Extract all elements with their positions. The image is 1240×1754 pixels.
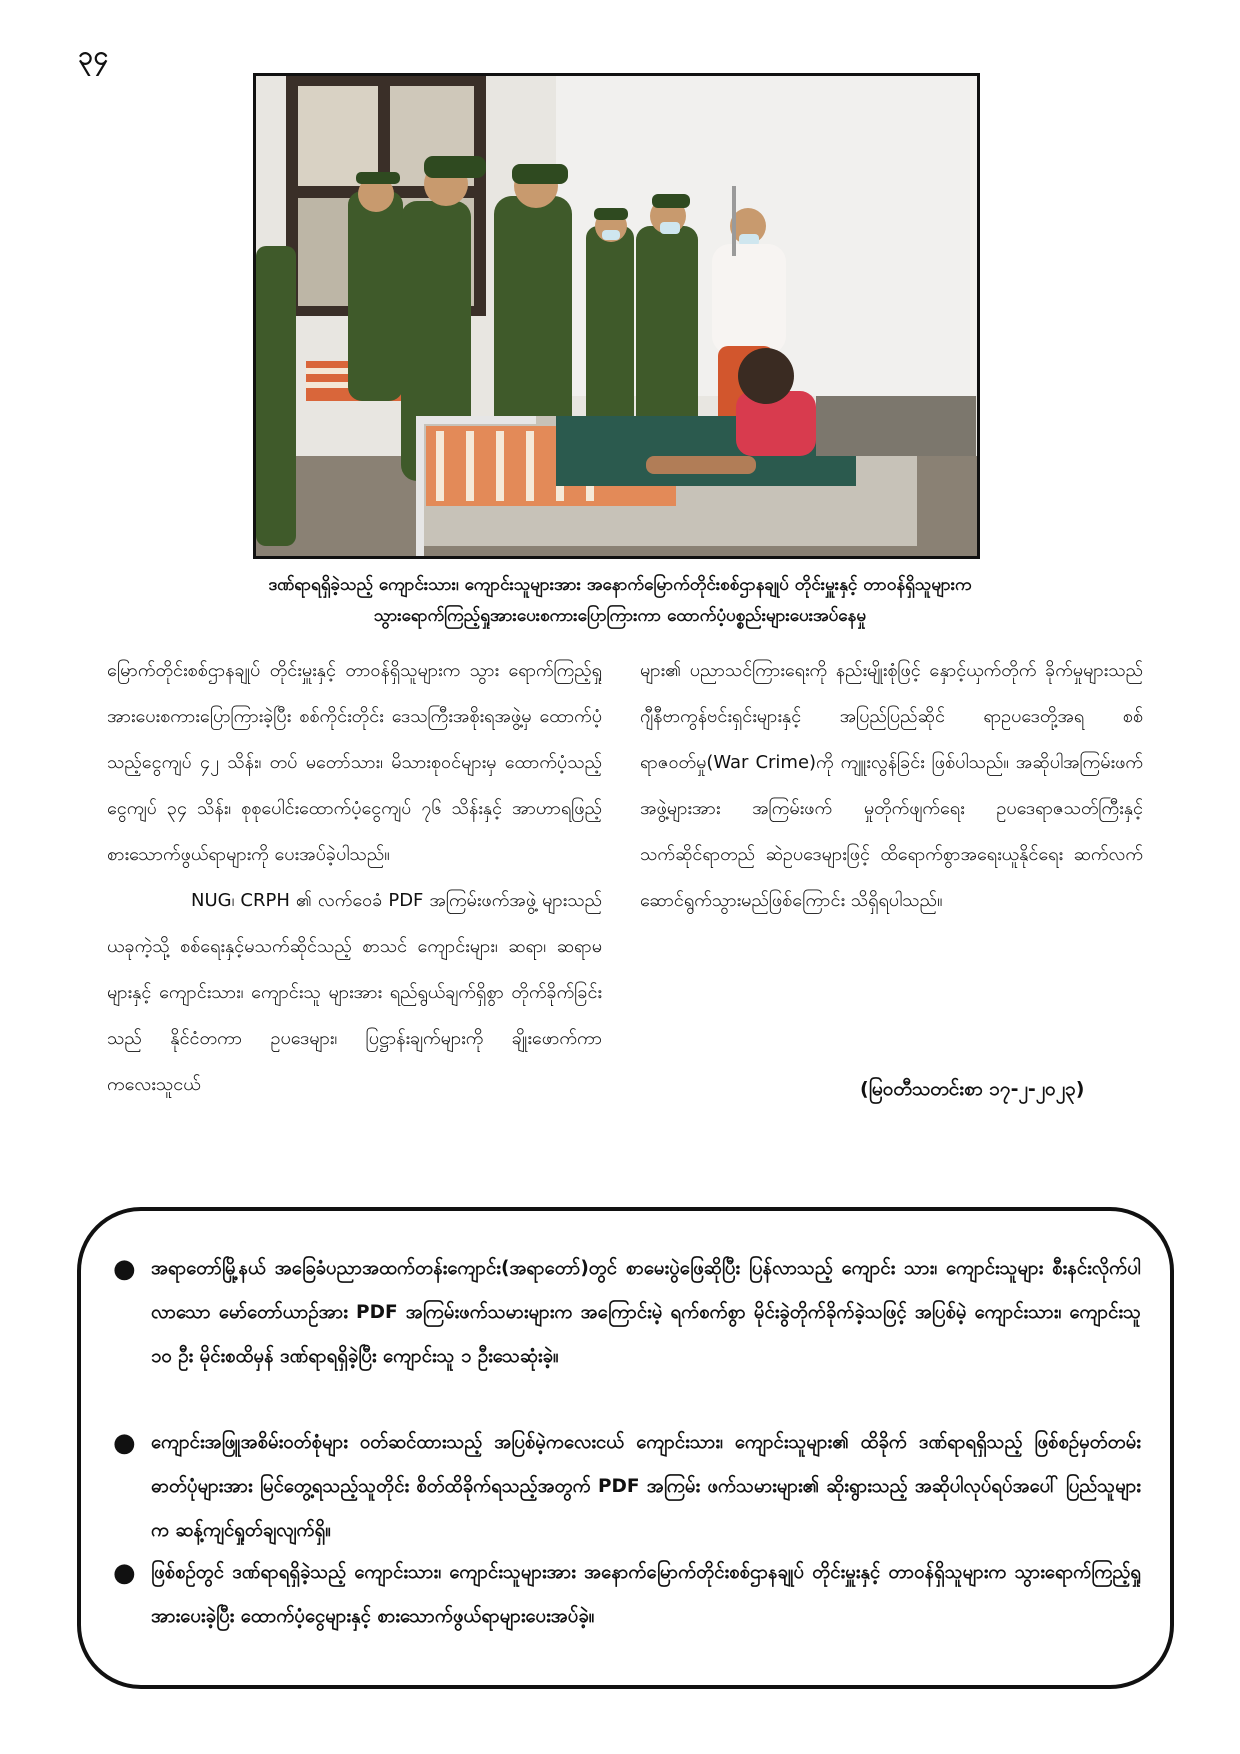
article-paragraph-2: NUG၊ CRPH ၏ လက်ဝေခံ PDF အကြမ်းဖက်အဖွဲ့ များသည် ယခုကဲ့သို့ စစ်ရေးနှင့်မသက်ဆိုင်သည့် စာသင် ကျောင်းများ၊ ဆရာ၊ ဆရာမများနှင့် ကျောင်းသား၊ ကျောင်းသူ များအား ရည်ရွယ်ချက်ရှိစွာ တိုက်ခိုက်ခြင်းသည် နိုင်ငံတကာ ဥပဒေများ၊ ပြဋ္ဌာန်းချက်များကို ချိုးဖောက်ကာ ကလေးသူငယ် (107, 890, 602, 1095)
article-left-column (107, 648, 602, 1108)
summary-item (113, 1551, 1141, 1639)
photo-caption (110, 570, 1130, 632)
summary-item (113, 1421, 1141, 1553)
summary-box (77, 1207, 1174, 1689)
page-number: ၃၄ (78, 41, 110, 71)
bullet-dot-icon: ● (113, 1254, 136, 1284)
summary-item-text: ကျောင်းအဖြူအစိမ်းဝတ်စုံများ ဝတ်ဆင်ထားသည့် အပြစ်မဲ့ကလေးငယ် ကျောင်းသား၊ ကျောင်းသူများ၏ ထိခိုက် ဒဏ်ရာရရှိသည့် ဖြစ်စဉ်မှတ်တမ်းဓာတ်ပုံများအား မြင်တွေ့ရသည့်သူတိုင်း စိတ်ထိခိုက်ရသည့်အတွက် PDF အကြမ်း ဖက်သမားများ၏ ဆိုးရွားသည့် အဆိုပါလုပ်ရပ်အပေါ် ပြည်သူများက ဆန့်ကျင်ရှုတ်ချလျက်ရှိ။ (151, 1432, 1141, 1541)
article-paragraph-1: မြောက်တိုင်းစစ်ဌာနချုပ် တိုင်းမှူးနှင့် တာဝန်ရှိသူများက သွား ရောက်ကြည့်ရှုအားပေးစကားပြောကြားခဲ့ပြီး စစ်ကိုင်းတိုင်း ဒေသကြီးအစိုးရအဖွဲ့မှ ထောက်ပံ့သည့်ငွေကျပ် ၄၂ သိန်း၊ တပ် မတော်သား၊ မိသားစုဝင်များမှ ထောက်ပံ့သည့် ငွေကျပ် ၃၄ သိန်း၊ စုစုပေါင်းထောက်ပံ့ငွေကျပ် ၇၆ သိန်းနှင့် အာဟာရဖြည့် စားသောက်ဖွယ်ရာများကို ပေးအပ်ခဲ့ပါသည်။ (107, 660, 602, 865)
summary-item-text: အရာတော်မြို့နယ် အခြေခံပညာအထက်တန်းကျောင်း(အရာတော်)တွင် စာမေးပွဲဖြေဆိုပြီး ပြန်လာသည့် ကျောင်း သား၊ ကျောင်းသူများ စီးနင်းလိုက်ပါလာသော မော်တော်ယာဉ်အား PDF အကြမ်းဖက်သမားများက အကြောင်းမဲ့ ရက်စက်စွာ မိုင်းခွဲတိုက်ခိုက်ခဲ့သဖြင့် အပြစ်မဲ့ ကျောင်းသား၊ ကျောင်းသူ ၁၀ ဦး မိုင်းစထိမှန် ဒဏ်ရာရရှိခဲ့ပြီး ကျောင်းသူ ၁ ဦးသေဆုံးခဲ့။ (151, 1258, 1141, 1367)
caption-line-2: သွားရောက်ကြည့်ရှုအားပေးစကားပြောကြားကာ ထောက်ပံ့ပစ္စည်းများပေးအပ်နေမှု (373, 606, 867, 626)
source-citation: (မြဝတီသတင်းစာ ၁၇-၂-၂၀၂၃) (860, 1078, 1085, 1100)
photo-icon (256, 76, 977, 556)
article-right-column (640, 648, 1143, 924)
bullet-dot-icon: ● (113, 1428, 136, 1458)
article-paragraph-3: များ၏ ပညာသင်ကြားရေးကို နည်းမျိုးစုံဖြင့် နှောင့်ယှက်တိုက် ခိုက်မှုများသည် ဂျီနီဗာကွန်ဗင်းရှင်းများနှင့် အပြည်ပြည်ဆိုင် ရာဥပဒေတို့အရ စစ်ရာဇဝတ်မှု(War Crime)ကို ကျူးလွန်ခြင်း ဖြစ်ပါသည်။ အဆိုပါအကြမ်းဖက်အဖွဲ့များအား အကြမ်းဖက် မှုတိုက်ဖျက်ရေး ဥပဒေရာဇသတ်ကြီးနှင့် သက်ဆိုင်ရာတည် ဆဲဥပဒေများဖြင့် ထိရောက်စွာအရေးယူနိုင်ရေး ဆက်လက် ဆောင်ရွက်သွားမည်ဖြစ်ကြောင်း သိရှိရပါသည်။ (640, 660, 1143, 911)
summary-item (113, 1247, 1141, 1379)
summary-item-text: ဖြစ်စဉ်တွင် ဒဏ်ရာရရှိခဲ့သည့် ကျောင်းသား၊ ကျောင်းသူများအား အနောက်မြောက်တိုင်းစစ်ဌာနချုပ် တိုင်းမှူးနှင့် တာဝန်ရှိသူများက သွားရောက်ကြည့်ရှုအားပေးခဲ့ပြီး ထောက်ပံ့ငွေများနှင့် စားသောက်ဖွယ်ရာများပေးအပ်ခဲ့။ (151, 1562, 1141, 1627)
bullet-dot-icon: ● (113, 1558, 136, 1588)
news-photo (253, 73, 980, 559)
caption-line-1: ဒဏ်ရာရရှိခဲ့သည့် ကျောင်းသား၊ ကျောင်းသူများအား အနောက်မြောက်တိုင်းစစ်ဌာနချုပ် တိုင်းမှူးနှင့် တာဝန်ရှိသူများက (268, 575, 972, 595)
